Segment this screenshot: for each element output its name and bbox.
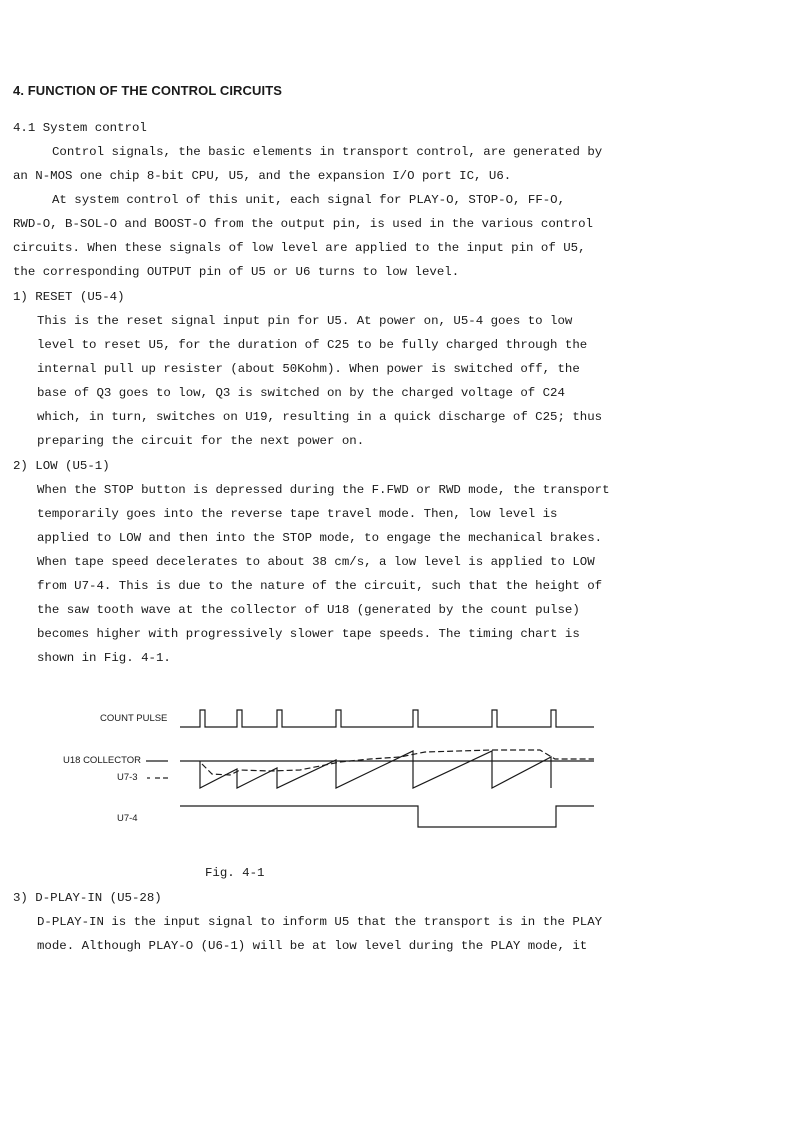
paragraph-line: temporarily goes into the reverse tape travel mode. Then, low level is <box>37 507 558 521</box>
paragraph-line: Control signals, the basic elements in transport control, are generated by <box>52 145 603 159</box>
paragraph-line: This is the reset signal input pin for U5. At power on, U5-4 goes to low <box>37 314 573 328</box>
u18-collector-label: U18 COLLECTOR <box>63 755 141 766</box>
paragraph-line: the corresponding OUTPUT pin of U5 or U6 turns to low level. <box>13 265 460 279</box>
paragraph-line: level to reset U5, for the duration of C25 to be fully charged through the <box>37 338 588 352</box>
paragraph-line: D-PLAY-IN is the input signal to inform U5 that the transport is in the PLAY <box>37 915 603 929</box>
u7-3-waveform <box>202 750 594 775</box>
u18-collector-sawtooth <box>200 751 551 788</box>
u7-4-waveform <box>180 806 594 827</box>
paragraph-line: which, in turn, switches on U19, resulting in a quick discharge of C25; thus <box>37 410 603 424</box>
paragraph-line: When the STOP button is depressed during the F.FWD or RWD mode, the transport <box>37 483 610 497</box>
paragraph-line: preparing the circuit for the next power on. <box>37 434 365 448</box>
paragraph-line: When tape speed decelerates to about 38 cm/s, a low level is applied to LOW <box>37 555 595 569</box>
paragraph-line: mode. Although PLAY-O (U6-1) will be at low level during the PLAY mode, it <box>37 939 588 953</box>
paragraph-line: shown in Fig. 4-1. <box>37 651 171 665</box>
paragraph-line: base of Q3 goes to low, Q3 is switched on by the charged voltage of C24 <box>37 386 565 400</box>
figure-caption: Fig. 4-1 <box>205 866 265 880</box>
paragraph-line: becomes higher with progressively slower tape speeds. The timing chart is <box>37 627 580 641</box>
paragraph-line: RWD-O, B-SOL-O and BOOST-O from the output pin, is used in the various control <box>13 217 593 231</box>
item-title: 3) D-PLAY-IN (U5-28) <box>13 891 162 905</box>
count-pulse-label: COUNT PULSE <box>100 713 168 724</box>
timing-chart <box>0 690 793 840</box>
u7-4-label: U7-4 <box>117 813 138 824</box>
paragraph-line: applied to LOW and then into the STOP mode, to engage the mechanical brakes. <box>37 531 603 545</box>
paragraph-line: an N-MOS one chip 8-bit CPU, U5, and the expansion I/O port IC, U6. <box>13 169 512 183</box>
paragraph-line: from U7-4. This is due to the nature of the circuit, such that the height of <box>37 579 603 593</box>
u7-3-label: U7-3 <box>117 772 138 783</box>
paragraph-line: internal pull up resister (about 50Kohm). When power is switched off, the <box>37 362 580 376</box>
subsection-title: 4.1 System control <box>13 121 147 135</box>
item-title: 2) LOW (U5-1) <box>13 459 110 473</box>
count-pulse-waveform <box>180 710 594 727</box>
section-heading: 4. FUNCTION OF THE CONTROL CIRCUITS <box>13 83 283 98</box>
paragraph-line: circuits. When these signals of low level are applied to the input pin of U5, <box>13 241 586 255</box>
item-title: 1) RESET (U5-4) <box>13 290 125 304</box>
paragraph-line: At system control of this unit, each signal for PLAY-O, STOP-O, FF-O, <box>52 193 566 207</box>
paragraph-line: the saw tooth wave at the collector of U18 (generated by the count pulse) <box>37 603 580 617</box>
